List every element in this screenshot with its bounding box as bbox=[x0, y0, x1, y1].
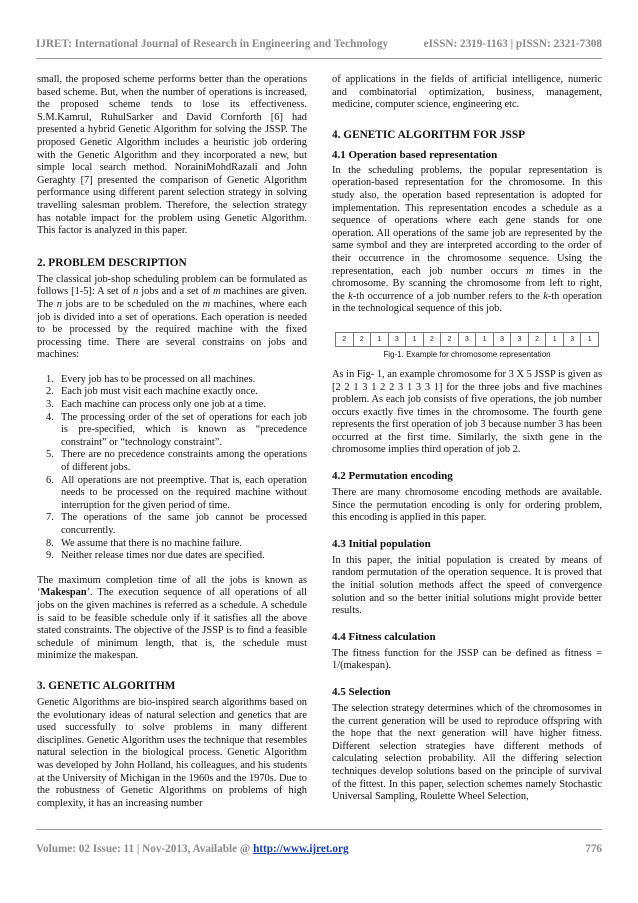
list-item: 1. Every job has to be processed on all machines. bbox=[46, 373, 256, 385]
left-column bbox=[37, 74, 307, 810]
running-footer bbox=[36, 843, 602, 859]
gene-cell: 3 bbox=[511, 333, 529, 346]
representation-paragraph: In the scheduling problems, the popular representation is operation-based representation for the chromosome. In this study also, the operation based representation is adopted for implementation. This representation encodes a schedule as a sequence of operations where each gene stands for one operation. All operations of the same job are represented by the same symbol and they are interpreted according to the order of their occurrence in the chromosome sequence. Using the representation, each job number occurs m times in the chromosome. By scanning the chromosome from left to right, the k-th occurrence of a job number refers to the k-th operation in the technological sequence of this job. bbox=[332, 164, 602, 315]
list-item: 5. There are no precedence constraints among the operations of different jobs. bbox=[46, 449, 307, 474]
list-item: 9. Neither release times nor due dates are specified. bbox=[46, 550, 265, 562]
list-item: 4. The processing order of the set of operations for each job is pre-specified, which is known as “precedence constraint” or “technology constraint”. bbox=[46, 411, 307, 448]
gene-cell: 1 bbox=[371, 333, 389, 346]
section-4-3-heading: 4.3 Initial population bbox=[332, 537, 431, 550]
volume-info: Volume: 02 Issue: 11 | Nov-2013, Available @ http://www.ijret.org bbox=[36, 843, 349, 855]
section-4-2-heading: 4.2 Permutation encoding bbox=[332, 470, 453, 483]
section-3-heading: 3. GENETIC ALGORITHM bbox=[37, 679, 176, 692]
fitness-paragraph: The fitness function for the JSSP can be defined as fitness = 1/(makespan). bbox=[332, 647, 602, 672]
example-paragraph: As in Fig- 1, an example chromosome for 3 X 5 JSSP is given as [2 2 1 3 1 2 2 3 1 3 3 1] for the three jobs and five machines problem. As each job consists of five operations, the job number occurs exactly five times in the chromosome. The fourth gene represents the first operation of job 3 because number 3 has been occurred at the first time. Similarly, the sixth gene in the chromosome implies third operation of job 2. bbox=[332, 368, 602, 456]
list-item: 8. We assume that there is no machine failure. bbox=[46, 537, 242, 549]
page-number: 776 bbox=[585, 843, 602, 855]
list-item: 7. The operations of the same job cannot be processed concurrently. bbox=[46, 512, 307, 536]
initial-population-paragraph: In this paper, the initial population is created by means of random permutation of the operation sequence. It is proved that the initial solution methods affect the speed of convergence solution and so the better initial solutions might provide better results. bbox=[332, 554, 602, 617]
figure-caption: Fig-1. Example for chromosome representation bbox=[383, 349, 551, 359]
gene-cell: 1 bbox=[476, 333, 494, 346]
header-rule bbox=[36, 58, 602, 59]
gene-cell: 2 bbox=[424, 333, 442, 346]
section-4-4-heading: 4.4 Fitness calculation bbox=[332, 630, 436, 643]
right-column bbox=[332, 74, 602, 804]
constraint-list bbox=[37, 374, 307, 563]
gene-cell: 2 bbox=[529, 333, 547, 346]
problem-description-paragraph: The classical job-shop scheduling problem can be formulated as follows [1-5]: A set of n jobs and a set of m machines are given. The n jobs are to be scheduled on the m machines, where each job is divided into a set of operations. Each operation is needed to be processed by the required machine with the fixed processing time. There are several constrains on jobs and machines: bbox=[37, 273, 307, 361]
gene-cell: 1 bbox=[406, 333, 424, 346]
issn: eISSN: 2319-1163 | pISSN: 2321-7308 bbox=[423, 38, 602, 50]
genetic-algorithm-paragraph: Genetic Algorithms are bio-inspired search algorithms based on the evolutionary ideas of natural selection and genetics that are used successfully to solve problems in many different disciplines. Genetic Algorithm uses the technique that resembles natural selection in the biological process. Genetic Algorithm was developed by John Holland, his colleagues, and his students at the University of Michigan in the 1960s and the 1970s. Due to the robustness of Genetic Algorithms on problems of high complexity, it has an increasing number bbox=[37, 696, 307, 809]
gene-cell: 1 bbox=[587, 335, 592, 343]
running-header bbox=[36, 38, 602, 56]
permutation-paragraph: There are many chromosome encoding methods are available. Since the permutation encoding is only for ordering problem, this encoding is applied in this paper. bbox=[332, 487, 602, 524]
intro-paragraph: small, the proposed scheme performs better than the operations based scheme. But, when the number of operations is increased, the proposed scheme tends to lose its effectiveness. S.M.Kamrul, RuhulSarker and David Cornforth [6] had presented a hybrid Genetic Algorithm for solving the JSSP. The proposed Genetic Algorithm includes a heuristic job ordering with the Genetic Algorithm and they incorporated a new, but simple local search method. NorainiMohdRazali and John Geraghty [7] presented the comparison of Genetic Algorithm performance using different parent selection strategy in solving travelling salesman problem. Therefore, the selection strategy has notable impact for the problem using Genetic Algorithm. This factor is analyzed in this paper. bbox=[37, 74, 307, 237]
gene-cell: 2 bbox=[336, 333, 354, 346]
list-item: 6. All operations are not preemptive. That is, each operation needs to be processed on the required machine without interruption for the given period of time. bbox=[46, 474, 307, 511]
continuation-paragraph: of applications in the fields of artificial intelligence, numeric and combinatorial optimization, business, management, medicine, computer science, engineering etc. bbox=[332, 74, 602, 111]
footer-rule bbox=[36, 829, 602, 830]
section-4-1-heading: 4.1 Operation based representation bbox=[332, 148, 498, 161]
gene-cell: 2 bbox=[441, 333, 459, 346]
gene-cell: 3 bbox=[564, 333, 582, 346]
selection-paragraph: The selection strategy determines which of the chromosomes in the current generation will be used to reproduce offspring with the hope that the next generation will have higher fitness. Different selection strategies have different methods of calculating selection probability. All the differing selection techniques develop solutions based on the principle of survival of the fittest. In this paper, selection schemes namely Stochastic Universal Sampling, Roulette Wheel Selection, bbox=[332, 703, 602, 803]
list-item: 2. Each job must visit each machine exactly once. bbox=[46, 386, 258, 398]
journal-title: IJRET: International Journal of Research in Engineering and Technology bbox=[36, 38, 389, 50]
chromosome-figure bbox=[335, 332, 599, 347]
journal-link[interactable]: http://www.ijret.org bbox=[253, 843, 349, 855]
gene-cell: 3 bbox=[459, 333, 477, 346]
gene-cell: 2 bbox=[354, 333, 372, 346]
section-2-heading: 2. PROBLEM DESCRIPTION bbox=[37, 256, 187, 269]
gene-cell: 3 bbox=[389, 333, 407, 346]
section-4-5-heading: 4.5 Selection bbox=[332, 686, 391, 698]
gene-cell: 3 bbox=[494, 333, 512, 346]
gene-cell: 1 bbox=[546, 333, 564, 346]
makespan-paragraph: The maximum completion time of all the jobs is known as ‘Makespan’. The execution sequence of all operations of all jobs on the given machines is referred as a schedule. A schedule is said to be feasible schedule only if it satisfies all the above stated constraints. The objective of the JSSP is to find a feasible schedule of minimum length, that is, the schedule must minimize the makespan. bbox=[37, 574, 307, 662]
list-item: 3. Each machine can process only one job at a time. bbox=[46, 399, 266, 411]
section-4-heading: 4. GENETIC ALGORITHM FOR JSSP bbox=[332, 128, 526, 141]
